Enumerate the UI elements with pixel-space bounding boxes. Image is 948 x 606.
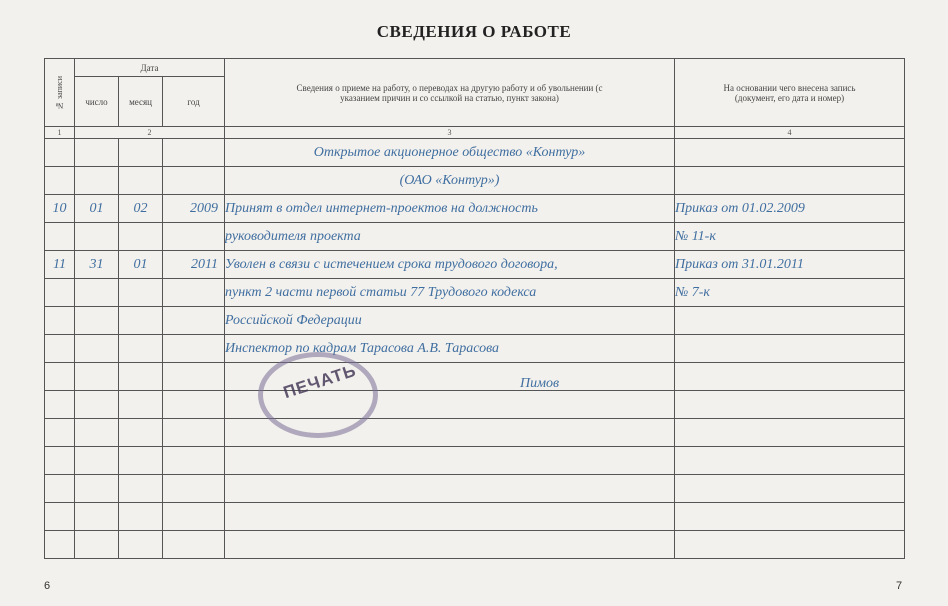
table-row <box>45 139 905 167</box>
cell-no <box>45 279 75 307</box>
cell-basis <box>675 335 905 363</box>
cell-month <box>119 447 163 475</box>
table-row <box>45 251 905 279</box>
cell-month <box>119 223 163 251</box>
cell-info <box>225 503 675 531</box>
cell-day <box>75 279 119 307</box>
cell-day <box>75 419 119 447</box>
cell-month <box>119 139 163 167</box>
cell-day <box>75 335 119 363</box>
cell-no <box>45 391 75 419</box>
cell-basis <box>675 307 905 335</box>
header-year: год <box>163 77 225 127</box>
cell-basis <box>675 363 905 391</box>
header-month: месяц <box>119 77 163 127</box>
cell-basis: № 11-к <box>675 223 905 251</box>
cell-year <box>163 475 225 503</box>
header-day: число <box>75 77 119 127</box>
table-row <box>45 531 905 559</box>
cell-year <box>163 223 225 251</box>
col-number-2: 2 <box>75 127 225 139</box>
cell-year <box>163 503 225 531</box>
cell-no <box>45 363 75 391</box>
cell-day <box>75 223 119 251</box>
cell-info: Инспектор по кадрам Тарасова А.В. Тарасова <box>225 335 675 363</box>
cell-info: пункт 2 части первой статьи 77 Трудового кодекса <box>225 279 675 307</box>
cell-year <box>163 139 225 167</box>
cell-info: Открытое акционерное общество «Контур» <box>225 139 675 167</box>
cell-info: Уволен в связи с истечением срока трудового договора, <box>225 251 675 279</box>
cell-day <box>75 139 119 167</box>
cell-info <box>225 475 675 503</box>
col-number-1: 1 <box>45 127 75 139</box>
table-row <box>45 223 905 251</box>
cell-day <box>75 531 119 559</box>
cell-info <box>225 531 675 559</box>
cell-month <box>119 363 163 391</box>
cell-no <box>45 167 75 195</box>
table-row <box>45 335 905 363</box>
cell-no: 11 <box>45 251 75 279</box>
cell-month <box>119 307 163 335</box>
work-record-table <box>44 58 905 559</box>
cell-year <box>163 279 225 307</box>
cell-day <box>75 363 119 391</box>
cell-info <box>225 447 675 475</box>
table-row <box>45 419 905 447</box>
cell-day <box>75 447 119 475</box>
table-row <box>45 167 905 195</box>
cell-info: Принят в отдел интернет-проектов на должность <box>225 195 675 223</box>
cell-no <box>45 335 75 363</box>
page-number-right: 7 <box>896 580 903 592</box>
cell-info: (ОАО «Контур») <box>225 167 675 195</box>
cell-basis <box>675 503 905 531</box>
signature-second: Пимов <box>520 376 560 391</box>
table-row <box>45 363 905 391</box>
col-number-4: 4 <box>675 127 905 139</box>
col-number-3: 3 <box>225 127 675 139</box>
cell-no: 10 <box>45 195 75 223</box>
header-date: Дата <box>75 59 225 77</box>
cell-month <box>119 279 163 307</box>
cell-no <box>45 139 75 167</box>
page-number-left: 6 <box>44 580 51 592</box>
cell-month <box>119 167 163 195</box>
cell-year <box>163 419 225 447</box>
cell-month <box>119 531 163 559</box>
cell-basis <box>675 167 905 195</box>
cell-basis <box>675 447 905 475</box>
document-title: СВЕДЕНИЯ О РАБОТЕ <box>376 22 572 41</box>
cell-basis <box>675 419 905 447</box>
cell-no <box>45 223 75 251</box>
cell-no <box>45 447 75 475</box>
cell-year <box>163 531 225 559</box>
cell-no <box>45 419 75 447</box>
header-basis: На основании чего внесена запись (документ, его дата и номер) <box>675 59 905 127</box>
cell-basis <box>675 391 905 419</box>
header-info: Сведения о приеме на работу, о переводах на другую работу и об увольнении (с указанием причин и со ссылкой на статью, пункт закона) <box>225 59 675 127</box>
cell-basis: Приказ от 31.01.2011 <box>675 251 905 279</box>
cell-month: 02 <box>119 195 163 223</box>
cell-day: 01 <box>75 195 119 223</box>
table-row <box>45 307 905 335</box>
cell-basis <box>675 475 905 503</box>
cell-no <box>45 475 75 503</box>
cell-day <box>75 167 119 195</box>
header-record-no: № записи <box>45 59 75 127</box>
cell-no <box>45 503 75 531</box>
cell-month <box>119 391 163 419</box>
cell-basis: № 7-к <box>675 279 905 307</box>
cell-info: Российской Федерации <box>225 307 675 335</box>
table-row <box>45 391 905 419</box>
cell-year: 2009 <box>163 195 225 223</box>
stamp-text: ПЕЧАТЬ <box>280 360 359 403</box>
cell-year <box>163 447 225 475</box>
cell-year <box>163 391 225 419</box>
cell-day <box>75 307 119 335</box>
cell-year <box>163 335 225 363</box>
cell-basis <box>675 531 905 559</box>
cell-no <box>45 531 75 559</box>
table-row <box>45 279 905 307</box>
cell-month <box>119 475 163 503</box>
cell-month <box>119 335 163 363</box>
table-row <box>45 195 905 223</box>
cell-month <box>119 503 163 531</box>
cell-year <box>163 363 225 391</box>
cell-day <box>75 503 119 531</box>
cell-year: 2011 <box>163 251 225 279</box>
cell-year <box>163 307 225 335</box>
cell-day <box>75 391 119 419</box>
cell-day: 31 <box>75 251 119 279</box>
table-row <box>45 503 905 531</box>
cell-info: руководителя проекта <box>225 223 675 251</box>
cell-month: 01 <box>119 251 163 279</box>
cell-basis <box>675 139 905 167</box>
cell-no <box>45 307 75 335</box>
cell-month <box>119 419 163 447</box>
table-row <box>45 447 905 475</box>
cell-year <box>163 167 225 195</box>
cell-day <box>75 475 119 503</box>
table-row <box>45 475 905 503</box>
cell-basis: Приказ от 01.02.2009 <box>675 195 905 223</box>
